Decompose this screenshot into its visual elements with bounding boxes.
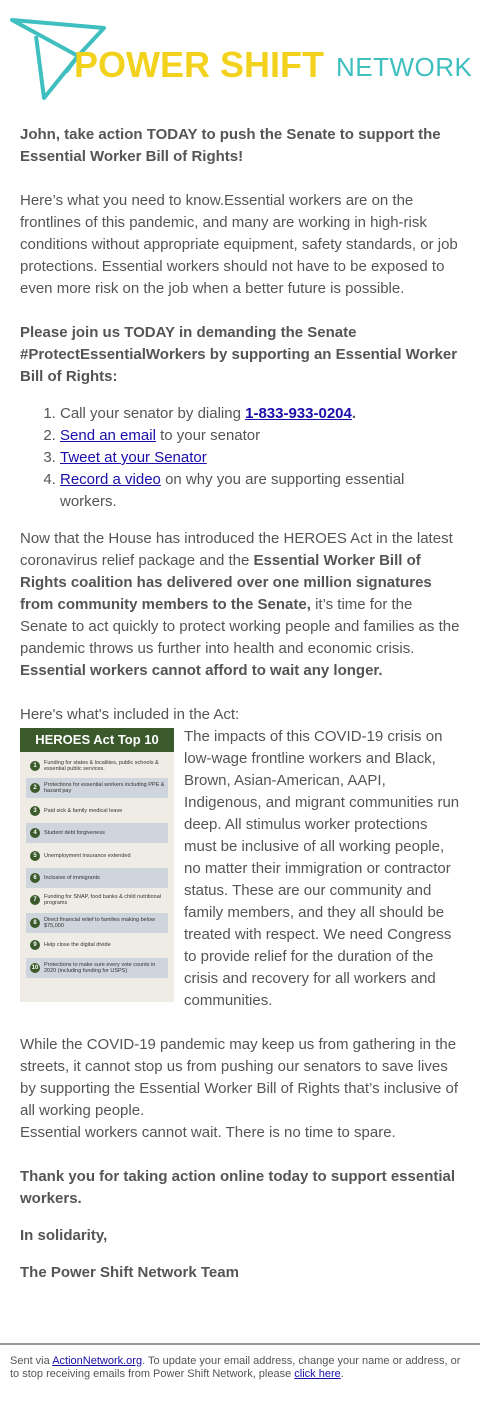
heroes-item-number: 9	[30, 940, 40, 950]
tweet-senator-link[interactable]: Tweet at your Senator	[60, 449, 207, 466]
heroes-graphic-item	[26, 846, 168, 866]
heroes-graphic-title: HEROES Act Top 10	[20, 728, 174, 752]
heroes-item-label: Protections for essential workers including PPE & hazard pay	[44, 782, 165, 795]
impacts-paragraph: The impacts of this COVID-19 crisis on low-wage frontline workers and Black, Brown, Asian-American, AAPI, Indigenous, and migrant communities run deep. All stimulus worker protections must be inclusive of all working people, no matter their immigration or contractor status. These are our community and family members, and they all should be treated with respect. We need Congress to provide relief for the duration of the crisis and recovery for all workers and communities.	[184, 728, 460, 1009]
heroes-act-graphic	[20, 728, 174, 1002]
heroes-item-number: 7	[30, 895, 40, 905]
heroes-graphic-item	[26, 823, 168, 843]
solidarity-line: In solidarity,	[20, 1227, 108, 1244]
heroes-item-number: 6	[30, 873, 40, 883]
heroes-graphic-item	[26, 778, 168, 798]
heroes-item-number: 5	[30, 851, 40, 861]
cannot-wait-line: Essential workers cannot wait. There is no time to spare.	[20, 1124, 396, 1141]
power-shift-network-logo	[8, 8, 478, 104]
logo-word-power-shift: POWER SHIFT	[74, 44, 324, 85]
heroes-graphic-list	[20, 752, 174, 978]
signature-line: The Power Shift Network Team	[20, 1264, 239, 1281]
heroes-item-label: Direct financial relief to families making below $75,000	[44, 916, 155, 929]
heroes-graphic-item	[26, 935, 168, 955]
send-email-link[interactable]: Send an email	[60, 427, 156, 444]
heroes-item-label: Funding for states & localities, public schools & essential public services.	[44, 760, 159, 772]
heroes-graphic-item	[26, 913, 168, 933]
heroes-item-number: 10	[31, 964, 39, 971]
heroes-item-label: Inclusive of immigrants	[44, 874, 100, 881]
step-email: 2. Send an email to your senator	[60, 425, 460, 447]
intro-paragraph: Here’s what you need to know.Essential workers are on the frontlines of this pandemic, and many are working in high-risk conditions without appropriate equipment, safety standards, or job protections. Essential workers should not have to be exposed to even more risk on the job when a better future is possible.	[20, 192, 458, 297]
heroes-item-label: Help close the digital divide	[44, 942, 111, 949]
heroes-graphic-item	[26, 801, 168, 821]
actionnetwork-link[interactable]: ActionNetwork.org	[52, 1355, 143, 1367]
heroes-item-label: Funding for SNAP, food banks & child nutritional programs	[44, 894, 161, 907]
step-tweet	[60, 447, 460, 469]
heroes-graphic-item	[26, 868, 168, 888]
headline: John, take action TODAY to push the Senate to support the Essential Worker Bill of Rights!	[20, 126, 441, 165]
email-footer: Sent via ActionNetwork.org. To update your email address, change your name or address, or to stop receiving emails from Power Shift Network, please click here.	[0, 1343, 480, 1381]
heroes-item-number: 8	[30, 918, 40, 928]
heroes-graphic-item	[26, 756, 168, 776]
action-steps-list	[20, 403, 460, 513]
phone-link[interactable]: 1-833-933-0204	[245, 405, 352, 422]
email-body	[20, 124, 460, 1284]
heroes-graphic-item	[26, 958, 168, 978]
heroes-item-number: 2	[30, 783, 40, 793]
call-to-action: Please join us TODAY in demanding the Senate #ProtectEssentialWorkers by supporting an Essential Worker Bill of Rights:	[20, 324, 458, 385]
heroes-item-number: 1	[30, 761, 40, 771]
heroes-item-number: 3	[30, 806, 40, 816]
step-call: 1. Call your senator by dialing 1-833-933-0204.	[60, 403, 460, 425]
step-video: 4. Record a video on why you are supporting essential workers.	[60, 469, 460, 513]
logo-mark-icon	[8, 8, 478, 104]
heroes-item-label: Paid sick & family medical leave	[44, 807, 123, 814]
unsubscribe-link[interactable]: click here	[294, 1368, 341, 1380]
heroes-item-number: 4	[30, 828, 40, 838]
thanks-line: Thank you for taking action online today to support essential workers.	[20, 1168, 456, 1207]
house-paragraph: Now that the House has introduced the HEROES Act in the latest coronavirus relief package and the Essential Worker Bill of Rights coalition has delivered over one million signatures from community members to the Senate, it’s time for the Senate to act quickly to protect working people and families as the pandemic throws us further into health and economic crisis. Essential workers cannot afford to wait any longer.	[20, 530, 460, 679]
heroes-item-label: Unemployment insurance extended	[44, 852, 131, 859]
pandemic-paragraph: While the COVID-19 pandemic may keep us from gathering in the streets, it cannot stop us from pushing our senators to save lives by supporting the Essential Worker Bill of Rights that’s inclusive of all working people.	[20, 1036, 458, 1119]
act-section	[20, 726, 460, 1012]
heroes-item-label: Protections to make sure every vote counts in 2020 (including funding for USPS)	[44, 961, 156, 974]
heroes-graphic-item	[26, 890, 168, 910]
heroes-item-label: Student debt forgiveness	[44, 830, 105, 837]
act-intro: Here's what's included in the Act:	[20, 706, 240, 723]
record-video-link[interactable]: Record a video	[60, 471, 161, 488]
logo-word-network: NETWORK	[336, 52, 473, 82]
